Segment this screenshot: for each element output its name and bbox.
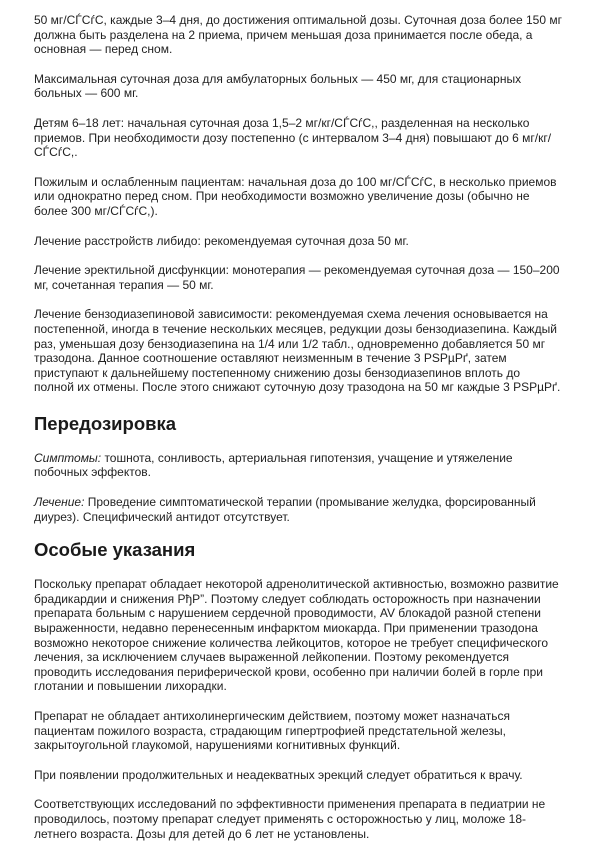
- paragraph-adrenolytic-activity: Поскольку препарат обладает некоторой адренолитической активностью, возможно развитие брадикардии и снижения РђР”. Поэтому следует соблюдать осторожность при назначении препарата больным с нарушением сердечной проводимости, AV блокадой разной степени выраженности, недавно перенесенным инфарктом миокарда. При применении тразодона возможно некоторое снижение количества лейкоцитов, которое не требует специфического лечения, за исключением случаев выраженной лейкопении. Поэтому рекомендуется проводить исследования периферической крови, особенно при наличии болей в горле при глотании и повышении лихорадки.: [34, 577, 559, 694]
- heading-special-instructions: Особые указания: [34, 539, 196, 561]
- heading-overdose: Передозировка: [34, 412, 177, 434]
- treatment-label: Лечение:: [34, 495, 85, 510]
- paragraph-children-dosage: Детям 6–18 лет: начальная суточная доза 1,5–2 мг/кг/СЃСѓС,, разделенная на несколько приемов. При необходимости дозу постепенно (с интервалом 3–4 дня) повышают до 6 мг/кг/СЃСѓС,.: [34, 115, 552, 160]
- symptoms-label: Симптомы:: [34, 450, 102, 465]
- paragraph-erectile-dysfunction: Лечение эректильной дисфункции: монотерапия — рекомендуемая суточная доза — 150–200 мг, сочетанная терапия — 50 мг.: [34, 263, 560, 292]
- paragraph-overdose-treatment: [34, 495, 562, 524]
- paragraph-pediatrics: Соответствующих исследований по эффективности применения препарата в педиатрии не проводилось, поэтому препарат следует применять с осторожностью у лиц, моложе 18-летнего возраста. Дозы для детей до 6 лет не установлены.: [34, 797, 546, 841]
- paragraph-max-daily-dose: Максимальная суточная доза для амбулаторных больных — 450 мг, для стационарных больных — 600 мг.: [34, 71, 522, 101]
- paragraph-benzodiazepine-dependence: Лечение бензодиазепиновой зависимости: рекомендуемая схема лечения основывается на постепенной, иногда в течение нескольких месяцев, редукции дозы бензодиазепина. Каждый раз, уменьшая дозу бензодиазепина на 1/4 или 1/2 табл., одновременно добавляется 50 мг тразодона. Данное соотношение оставляют неизменным в течение 3 РЅРµРґ, затем приступают к дальнейшему постепенному снижению дозы бензодиазепинов вплоть до полной их отмены. После этого снижают суточную дозу тразодона на 50 мг каждые 3 РЅРµРґ.: [34, 307, 561, 395]
- symptoms-text: тошнота, сонливость, артериальная гипотензия, учащение и утяжеление побочных эффектов.: [34, 450, 513, 480]
- paragraph-anticholinergic: Препарат не обладает антихолинергическим действием, поэтому может назначаться пациентам пожилого возраста, страдающим гипертрофией предстательной железы, закрытоугольной глаукомой, нарушениями когнитивных функций.: [34, 709, 511, 753]
- paragraph-overdose-symptoms: [34, 451, 562, 480]
- paragraph-erections-warning: При появлении продолжительных и неадекватных эрекций следует обратиться к врачу.: [34, 767, 523, 782]
- paragraph-libido-treatment: Лечение расстройств либидо: рекомендуемая суточная доза 50 мг.: [34, 233, 409, 248]
- treatment-text: Проведение симптоматической терапии (промывание желудка, форсированный диурез). Специфический антидот отсутствует.: [34, 495, 536, 524]
- document-page: [34, 13, 562, 856]
- paragraph-dosage-increase: 50 мг/СЃСѓС, каждые 3–4 дня, до достижения оптимальной дозы. Суточная доза более 150 мг должна быть разделена на 2 приема, причем меньшая доза принимается после обеда, а основная — перед сном.: [34, 13, 562, 57]
- paragraph-elderly-dosage: Пожилым и ослабленным пациентам: начальная доза до 100 мг/СЃСѓС, в несколько приемов или однократно перед сном. При необходимости возможно увеличение дозы (обычно не более 300 мг/СЃСѓС,).: [34, 174, 557, 218]
